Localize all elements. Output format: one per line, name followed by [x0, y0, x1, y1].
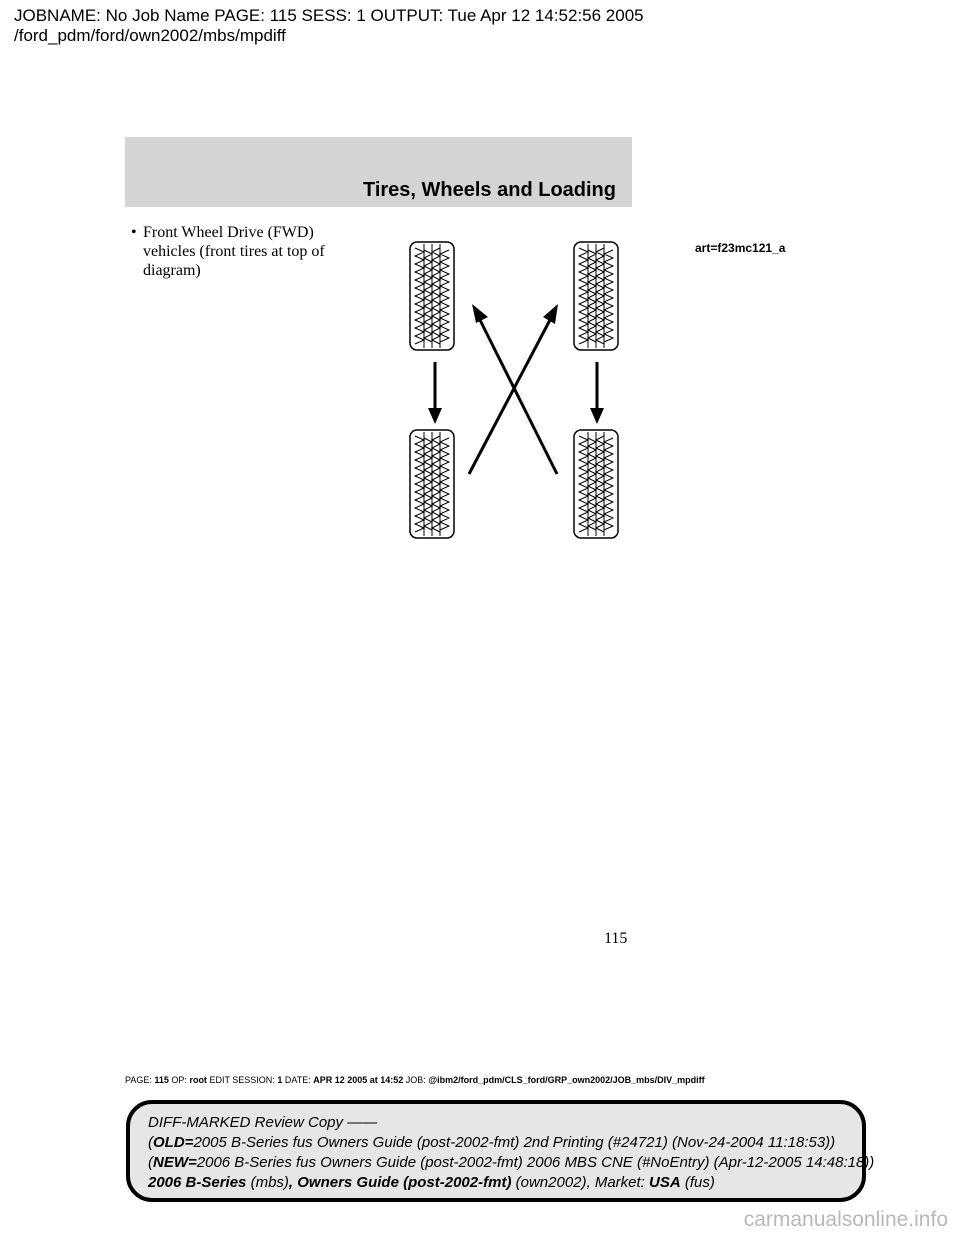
section-header-band	[125, 137, 632, 207]
watermark: carmanualsonline.info	[743, 1208, 948, 1231]
footer-page-label: PAGE:	[125, 1075, 152, 1085]
footer-date-label: DATE:	[284, 1075, 311, 1085]
review-line3-open: (	[148, 1154, 153, 1171]
review-guide: , Owners Guide (post-2002-fmt)	[288, 1174, 512, 1191]
page-number: 115	[604, 930, 628, 947]
arrow-front-right-to-rear-right	[590, 362, 604, 424]
bullet-item	[131, 223, 356, 280]
footer-job-info	[125, 1075, 705, 1085]
tire-front-right	[574, 242, 618, 350]
review-market-label: , Market:	[586, 1174, 650, 1191]
review-model-code: (mbs)	[246, 1174, 289, 1191]
review-old-label: OLD=	[153, 1134, 194, 1151]
footer-date-value: APR 12 2005 at 14:52	[313, 1075, 404, 1085]
footer-op-label: OP:	[171, 1075, 187, 1085]
review-new-text: 2006 B-Series fus Owners Guide (post-2002-fmt) 2006 MBS CNE (#NoEntry) (Apr-12-2005 14:48:18))	[196, 1154, 875, 1171]
review-old-text: 2005 B-Series fus Owners Guide (post-2002-fmt) 2nd Printing (#24721) (Nov-24-2004 11:18:53))	[193, 1134, 836, 1151]
footer-job-label: JOB:	[405, 1075, 426, 1085]
tire-rotation-diagram	[400, 238, 630, 543]
review-market-code: (fus)	[680, 1174, 715, 1191]
job-header-line2: /ford_pdm/ford/own2002/mbs/mpdiff	[14, 26, 286, 45]
tire-front-left	[410, 242, 454, 350]
tire-rear-left	[410, 430, 454, 538]
review-guide-code: (own2002)	[511, 1174, 587, 1191]
bullet-text-line1: Front Wheel Drive (FWD)	[143, 224, 314, 241]
review-market: USA	[649, 1174, 681, 1191]
footer-session-label: EDIT SESSION:	[209, 1075, 275, 1085]
review-line1: DIFF-MARKED Review Copy ——	[148, 1114, 378, 1131]
bullet-text-line2: vehicles (front tires at top of	[143, 243, 325, 260]
review-new-label: NEW=	[153, 1154, 197, 1171]
footer-op-value: root	[189, 1075, 207, 1085]
review-line2-open: (	[148, 1134, 153, 1151]
section-title: Tires, Wheels and Loading	[362, 179, 616, 201]
review-line3	[148, 1153, 875, 1173]
bullet-symbol: •	[131, 224, 137, 241]
footer-page-value: 115	[154, 1075, 169, 1085]
footer-session-value: 1	[277, 1075, 283, 1085]
bullet-text-line3: diagram)	[143, 262, 201, 279]
tire-rear-right	[574, 430, 618, 538]
footer-job-value: @ibm2/ford_pdm/CLS_ford/GRP_own2002/JOB_mbs/DIV_mpdiff	[428, 1075, 705, 1085]
arrow-front-left-to-rear-left	[428, 362, 442, 424]
art-id-label: art=f23mc121_a	[695, 241, 786, 255]
review-model: 2006 B-Series	[148, 1174, 247, 1191]
job-header-line1: JOBNAME: No Job Name PAGE: 115 SESS: 1 OUTPUT: Tue Apr 12 14:52:56 2005	[14, 6, 644, 25]
review-line2	[148, 1133, 844, 1153]
diff-review-box	[126, 1100, 875, 1202]
review-line4	[148, 1173, 844, 1193]
